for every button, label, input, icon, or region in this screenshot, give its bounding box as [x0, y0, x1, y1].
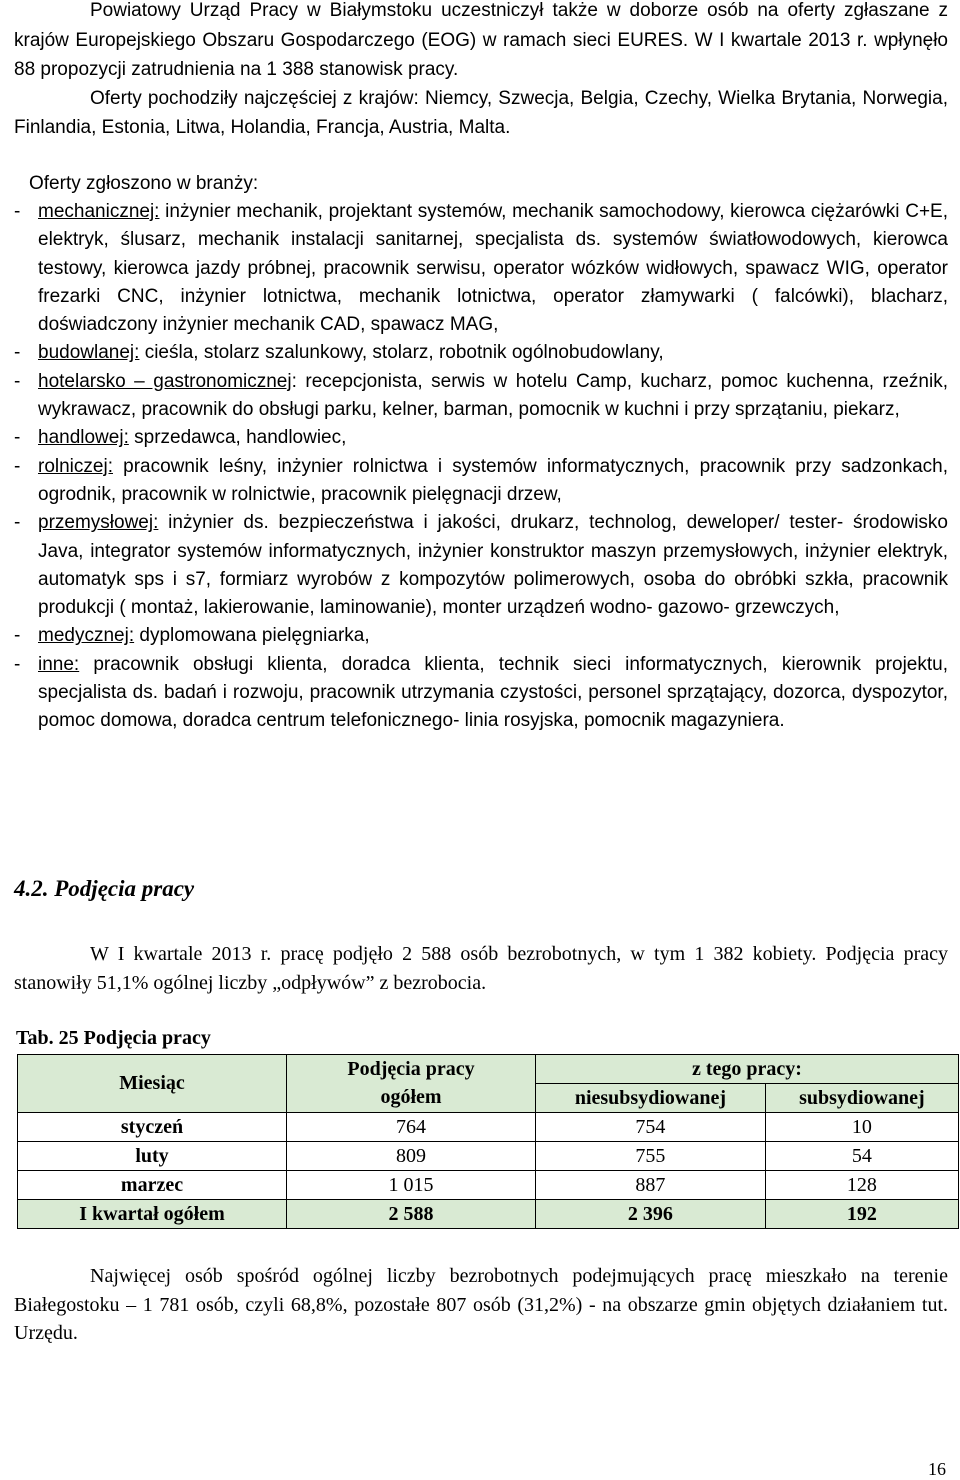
- industry-text: cieśla, stolarz szalunkowy, stolarz, robotnik ogólnobudowlany,: [139, 342, 664, 364]
- industry-text: pracownik obsługi klienta, doradca klienta, technik sieci informatycznych, kierownik projektu, specjalista ds. badań i rozwoju, pracownik utrzymania czystości, personel sprzątający, dozorca, dyspozytor, pomoc domowa, doradca centrum telefonicznego- linia rosyjska, pomocnik magazyniera.: [38, 653, 948, 732]
- header-total-line1: Podjęcia pracy: [287, 1055, 536, 1084]
- dash-bullet: -: [14, 512, 21, 534]
- section-heading: 4.2. Podjęcia pracy: [14, 876, 195, 901]
- list-item: [14, 622, 948, 650]
- list-item: [14, 339, 948, 367]
- list-item: [14, 651, 948, 736]
- dash-bullet: -: [14, 455, 21, 477]
- table-row: [18, 1113, 959, 1142]
- header-month: Miesiąc: [18, 1055, 287, 1113]
- industry-label: medycznej:: [38, 625, 135, 647]
- industry-label: przemysłowej:: [38, 512, 159, 534]
- industries-section: [14, 170, 948, 736]
- list-item: [14, 509, 948, 622]
- table-row: [18, 1142, 959, 1171]
- industry-label: mechanicznej:: [38, 201, 160, 222]
- cell-month: marzec: [18, 1171, 287, 1200]
- industry-text: inżynier ds. bezpieczeństwa i jakości, drukarz, technolog, deweloper/ tester- środowisko Java, integrator systemów informatycznych, inżynier konstruktor maszyn przemysłowych, inżynier elektryk, automatyk sps i s7, formiarz wyrobów z kompozytów polimerowych, osoba do obróbki szkła, pracownik produkcji ( montaż, lakierowanie, laminowanie), monter urządzeń wodno- gazowo- grzewczych,: [38, 512, 948, 619]
- cell-total: 1 015: [287, 1171, 536, 1200]
- cell-month: styczeń: [18, 1113, 287, 1142]
- cell-sub: 10: [765, 1113, 958, 1142]
- table-total-row: [18, 1200, 959, 1229]
- industry-text: sprzedawca, handlowiec,: [128, 427, 347, 449]
- industry-label: hotelarsko – gastronomicznej: [38, 370, 292, 392]
- industry-label: handlowej:: [38, 427, 129, 449]
- cell-total: 809: [287, 1142, 536, 1171]
- cell-unsub: 754: [536, 1113, 766, 1142]
- list-item: [14, 453, 948, 510]
- cell-sub: 54: [765, 1142, 958, 1171]
- header-subsidized: subsydiowanej: [765, 1084, 958, 1113]
- paragraph-countries: Oferty pochodziły najczęściej z krajów: Niemcy, Szwecja, Belgia, Czechy, Wielka Brytania, Norwegia, Finlandia, Estonia, Litwa, Holandia, Francja, Austria, Malta.: [14, 88, 948, 138]
- cell-month: I kwartał ogółem: [18, 1200, 287, 1229]
- cell-total: 764: [287, 1113, 536, 1142]
- page-number: 16: [928, 1459, 946, 1479]
- dash-bullet: -: [14, 342, 21, 364]
- industry-text: inżynier mechanik, projektant systemów, mechanik samochodowy, kierowca ciężarówki C+E, elektryk, ślusarz, mechanik instalacji sanitarnej, specjalista ds. systemów światłowodowych, kierowca testowy, kierowca jazdy próbnej, pracownik serwisu, operator wózków widłowych, spawacz WIG, operator frezarki CNC, inżynier lotnictwa, mechanik lotnictwa, operator złamywarki ( falcówki), blacharz, doświadczony inżynier mechanik CAD, spawacz MAG,: [38, 201, 948, 336]
- list-item: [14, 424, 948, 452]
- table-row: [18, 1171, 959, 1200]
- paragraph-bialystok: Najwięcej osób spośród ogólnej liczby bezrobotnych podejmujących pracę mieszkało na terenie Białegostoku – 1 781 osób, czyli 68,8%, pozostałe 807 osób (31,2%) - na obszarze gmin objętych działaniem tut. Urzędu.: [14, 1265, 948, 1344]
- cell-unsub: 2 396: [536, 1200, 766, 1229]
- table-header-row: [18, 1055, 959, 1084]
- industry-text: dyplomowana pielęgniarka,: [134, 625, 370, 647]
- dash-bullet: -: [14, 427, 21, 449]
- cell-total: 2 588: [287, 1200, 536, 1229]
- industry-text: : recepcjonista, serwis w hotelu Camp, kucharz, pomoc kuchenna, rzeźnik, wykrawacz, pracownik do obsługi parku, kelner, barman, pomocnik w kuchni i przy sprzątaniu, piekarz,: [38, 370, 948, 421]
- cell-unsub: 887: [536, 1171, 766, 1200]
- industry-text: pracownik leśny, inżynier rolnictwa i systemów informatycznych, pracownik przy sadzonkach, ogrodnik, pracownik w rolnictwie, pracownik pielęgnacji drzew,: [38, 455, 948, 505]
- industry-label: inne:: [38, 653, 80, 675]
- hires-table: [17, 1054, 959, 1229]
- industry-label: rolniczej:: [38, 455, 113, 477]
- dash-bullet: -: [14, 201, 21, 222]
- industry-label: budowlanej:: [38, 342, 140, 364]
- paragraph-eures-text: Powiatowy Urząd Pracy w Białymstoku uczestniczył także w doborze osób na oferty zgłaszane z krajów Europejskiego Obszaru Gospodarczego (EOG) w ramach sieci EURES. W I kwartale 2013 r. wpłynęło 88 propozycji zatrudnienia na 1 388 stanowisk pracy.: [14, 0, 948, 80]
- cell-sub: 128: [765, 1171, 958, 1200]
- industries-intro: Oferty zgłoszono w branży:: [29, 173, 259, 194]
- dash-bullet: -: [14, 653, 21, 675]
- header-group: z tego pracy:: [536, 1055, 959, 1084]
- cell-month: luty: [18, 1142, 287, 1171]
- paragraph-hires: W I kwartale 2013 r. pracę podjęło 2 588 osób bezrobotnych, w tym 1 382 kobiety. Podjęcia pracy stanowiły 51,1% ogólnej liczby „odpływów” z bezrobocia.: [14, 943, 948, 994]
- dash-bullet: -: [14, 625, 21, 647]
- cell-unsub: 755: [536, 1142, 766, 1171]
- list-item: [14, 368, 948, 425]
- cell-sub: 192: [765, 1200, 958, 1229]
- header-total-line2: ogółem: [287, 1084, 536, 1113]
- table-caption: Tab. 25 Podjęcia pracy: [16, 1027, 211, 1049]
- list-item: [14, 198, 948, 339]
- header-unsubsidized: niesubsydiowanej: [536, 1084, 766, 1113]
- paragraph-eures: [14, 0, 948, 85]
- industries-list: [14, 198, 948, 736]
- dash-bullet: -: [14, 370, 21, 392]
